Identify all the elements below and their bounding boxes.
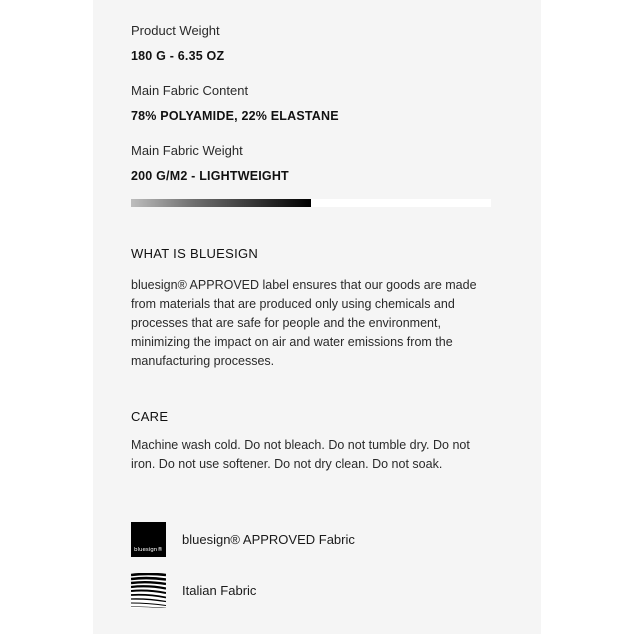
- bluesign-heading: WHAT IS BLUESIGN: [131, 246, 259, 261]
- product-weight-value: 180 G - 6.35 OZ: [131, 49, 225, 63]
- main-fabric-weight-label: Main Fabric Weight: [131, 143, 243, 158]
- fabric-weight-bar-fill: [131, 199, 311, 207]
- fabric-weight-bar: [131, 199, 491, 207]
- certification-label-bluesign: bluesign® APPROVED Fabric: [182, 531, 355, 547]
- certification-label-italian: Italian Fabric: [182, 582, 257, 598]
- product-weight-label: Product Weight: [131, 23, 220, 38]
- bluesign-logo-icon: [131, 522, 166, 557]
- main-fabric-content-label: Main Fabric Content: [131, 83, 249, 98]
- care-heading: CARE: [131, 409, 169, 424]
- main-fabric-content-value: 78% POLYAMIDE, 22% ELASTANE: [131, 109, 339, 123]
- care-instructions: Machine wash cold. Do not bleach. Do not tumble dry. Do not iron. Do not use softener. Do not dry clean. Do not soak.: [131, 438, 470, 471]
- bluesign-description: bluesign® APPROVED label ensures that our goods are made from materials that are produced only using chemicals and processes that are safe for people and the environment, minimizing the impact on air and water emissions from the manufacturing processes.: [131, 278, 477, 368]
- main-fabric-weight-value: 200 G/M2 - LIGHTWEIGHT: [131, 169, 289, 183]
- product-details-panel: [93, 0, 541, 634]
- certification-italian: [131, 572, 256, 608]
- italian-fabric-icon: [131, 573, 166, 608]
- certification-bluesign: [131, 521, 355, 557]
- bluesign-logo-mark: bluesign®: [134, 546, 163, 553]
